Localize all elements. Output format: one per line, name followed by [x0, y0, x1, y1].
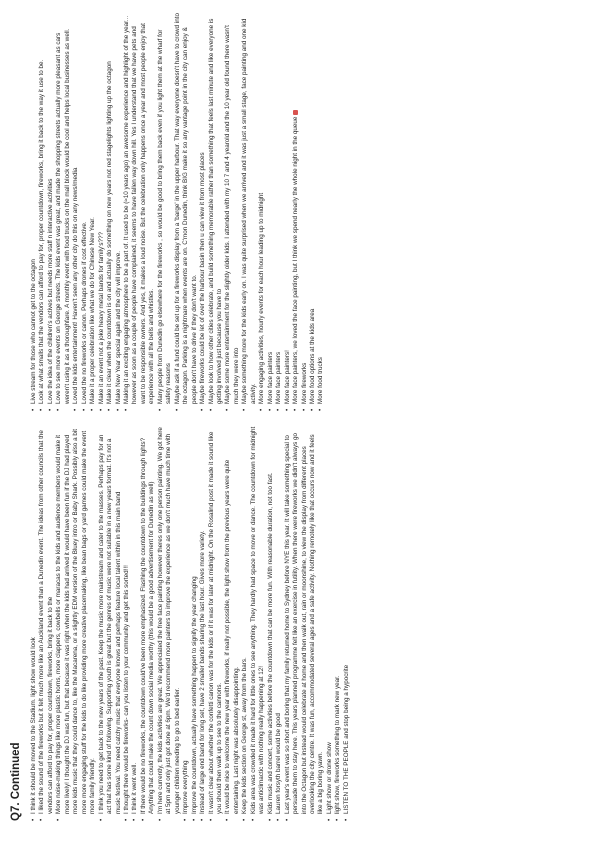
list-item: • I liked the sound of the fireworks but it felt much more like an Auckland event than a Dunedin event. The ideas from other councils that the vendors can afford to pay for, proper countdown, fireworks, bring it back to the: [38, 426, 55, 821]
list-item: • Keep the kids section on George st, away from the bars.: [241, 426, 249, 821]
list-item: • If there would be no fireworks, the countdown could've been more emphasized. Flashing the countdown to the buildings through lights? Anything that could make the count down social media worthy (this would be a good advertisement for Dunedin as well): [140, 426, 157, 821]
list-item: • Improve everything: [182, 426, 190, 821]
list-item: • Many people from Dunedin go elsewhere for the fireworks , so would be good to bring them back even if you light them at the wharf for safety reasons: [157, 13, 174, 411]
list-item: • More fireworks: [301, 13, 309, 411]
list-item: • It wasn't clear about whether the confetti canon was for the kids or if it was for later at midnight. On the Rosalind post it made it sound like you should then walk up to see to the cannons.: [208, 426, 225, 821]
list-item: • More engaging activities, hourly events for each hour leading up to midnight: [258, 13, 266, 411]
list-item: • Maybe ask if a fund could be set up for a fireworks display from a 'barge' in the upper harbour. That way everyone doesn't have to crowd into the octagon. Parking is a nightmare when events are on. C'mon Dunedin, think BIG make it so any vantage point in the city can enjoy & people don't have to drive if they don't want to.: [174, 13, 199, 411]
list-item: • LISTEN TO THE PEOPLE and stop being a hypocrite: [343, 426, 351, 821]
list-item: • I think you need to get back to the new years of the past. Keep the music more mainstream and cater to the masses. Perhaps pay for an act that has some kind of following. Supporting youth is great but the genres of music were not suitable in a new years format. It's not a music festival. You need catchy music that everyone knows and perhaps feature local talent within in this main band: [98, 426, 123, 821]
page-title: Q7. Continued: [10, 742, 22, 821]
list-item: • I thought there would be fireworks- can you listen to your community and get this sorted!!!: [123, 426, 131, 821]
list-item: • I think it went well.: [131, 426, 139, 821]
list-item: • I'm here currently, the kids activities are great. We appreciated the free face painting however theres only one person painting. We got here at 5pm and only just got done at 6pm. We'd recommend more painters to improve the experience as we don't much have much time with younger children needing to go to bed earlier.: [157, 426, 182, 821]
list-item: • More face painters, we loved the face painting, but I think we spend nearly the whole night in the queue: [292, 13, 300, 411]
list-item: • Kids music and concert, some activities before the countdown that can be more fun. With reasonable duration, not too fast.: [267, 426, 275, 821]
list-item: • Love to see more events on George streets. The kids event was great, and made the shopping streets actually more pleasant as cars weren't using it as a thoroughfare. A monthly event with food trucks on the mall block would be cool and helps local businesses as well.: [55, 13, 72, 411]
list-item: • More face painters: [267, 13, 275, 411]
list-item: • More face painters!: [284, 13, 292, 411]
list-item: • More food trucks: [317, 13, 325, 411]
list-item: • Making it an exciting engaging atmosphere to be a part of. It used to be (≈10 years ago) an awesome experience and highlight of the year... however as soon as a couple of people have complained, it seems to have fallen way down hill. Yes I understand that we have pets and want to be responsible owners. And yes, it makes a loud noise. But the celebration only happens once a year and most people enjoy that experience with all the bells and whistles.: [123, 13, 157, 411]
list-item: • Make it clear when the countdown is on and actually do something on new years not red stagelights lighting up the octagon: [106, 13, 114, 411]
list-item: • More food options at the kids area: [309, 13, 317, 411]
list-item: • Make New Year special again and the city will improve.: [115, 13, 123, 411]
left-column-list: [30, 426, 351, 821]
list-item: • Last year's event was so short and boring that my family returned home to Sydney before NYE this year. It will take something special to persuade them to stay here. This years planned programme felt like an exercise in futility. When there were fireworks we didn't always go into the Octagon but instead would celebrate at home and then walk out, rain or moonshine, to view the display from different places overlooking the city centre. It was fun, accommodated several ages and a safe activity. Nothing remotely like that occurs now and it feels like a big boring yawn.: [284, 426, 326, 821]
list-item: • Live stream for those who cannot get to the octagon: [30, 13, 38, 411]
list-item: • I think it should be moved to the Stadium. light show would look: [30, 426, 38, 821]
list-item: • Maybe something more for the kids early on. I was quite surprised when we arrived and it was just a small stage, face painting and one kid activity.: [241, 13, 258, 411]
list-item: • Look at what smalls that the vendors can afford to pay for, proper countdown, fireworks, bring it back to the way it use to be.: [38, 13, 46, 411]
list-item: • Instead of large end band for long set, have 2 smaller bands sharing the last hour. Gives more variety.: [199, 426, 207, 821]
list-item: • Light show or drone show: [326, 426, 334, 821]
list-item: • Kids area was crowded it made it hard for little ones to see anything. They hardly had space to move or dance. The countdown for midnight was anticlimactic with nothing really happening at 12!: [250, 426, 267, 821]
list-item: • Loved the no fireworks or canon. Perhaps drones if cost effective.: [81, 13, 89, 411]
list-item: • Love the idea of the children's actives but needs more staff n interactive activities: [47, 13, 55, 411]
list-item: • Maybe fireworks could be let of over the harbour basin then u can view it from most places: [199, 13, 207, 411]
list-item: • Lauren forsyth barrel would be good: [275, 426, 283, 821]
list-item: • More face painters: [275, 13, 283, 411]
right-column-list: [30, 13, 326, 411]
list-item: • light show, fireworks something to mark new year.: [334, 426, 342, 821]
emoji-icon: [293, 110, 298, 115]
list-item: • Maybe some more entertainment for the slightly older kids. I attended with my 10 7 and 4 yearold and the 10 year old found there wasn't much they were into: [224, 13, 241, 411]
list-item: • Improve the countdown, actually have something happen to signify the year changing: [191, 426, 199, 821]
list-item: • Make it a proper celebration like what we do for Chinese New Year.: [89, 13, 97, 411]
list-item: • Loved the kids entertainment! Haven't seen any other city do this on any news/media: [72, 13, 80, 411]
list-item: • It would be nice to welcome the new year with fireworks, if really not possible, the light show from the previous years were quite entertaining. Last night was absolutely disappointing.: [224, 426, 241, 821]
list-item: • Maybe look to how other cities celebrate, and build something memorable rather than something that feels last minute and like everyone is getting involved just because you have to: [208, 13, 225, 411]
list-item: • More noise-making things like more plastic horns, more clappers, cowbells or maracas to the kids and audience members would make it more lively! I thought the DJ was fun, but that because it was right when the kids had arrived it would have been fun if the DJ had played more kids music that they could dance to, like the Macarena, or a slightly EDM version of the Bluey intro or Baby Shark. Possibly also a bit more more engaging stuff for the kids to do like providing more creative placemaking, like bean bags or yard games could make the event more family friendly.: [55, 426, 97, 821]
list-item: • Make it an event not a joke heavy metal bands for family's???: [98, 13, 106, 411]
